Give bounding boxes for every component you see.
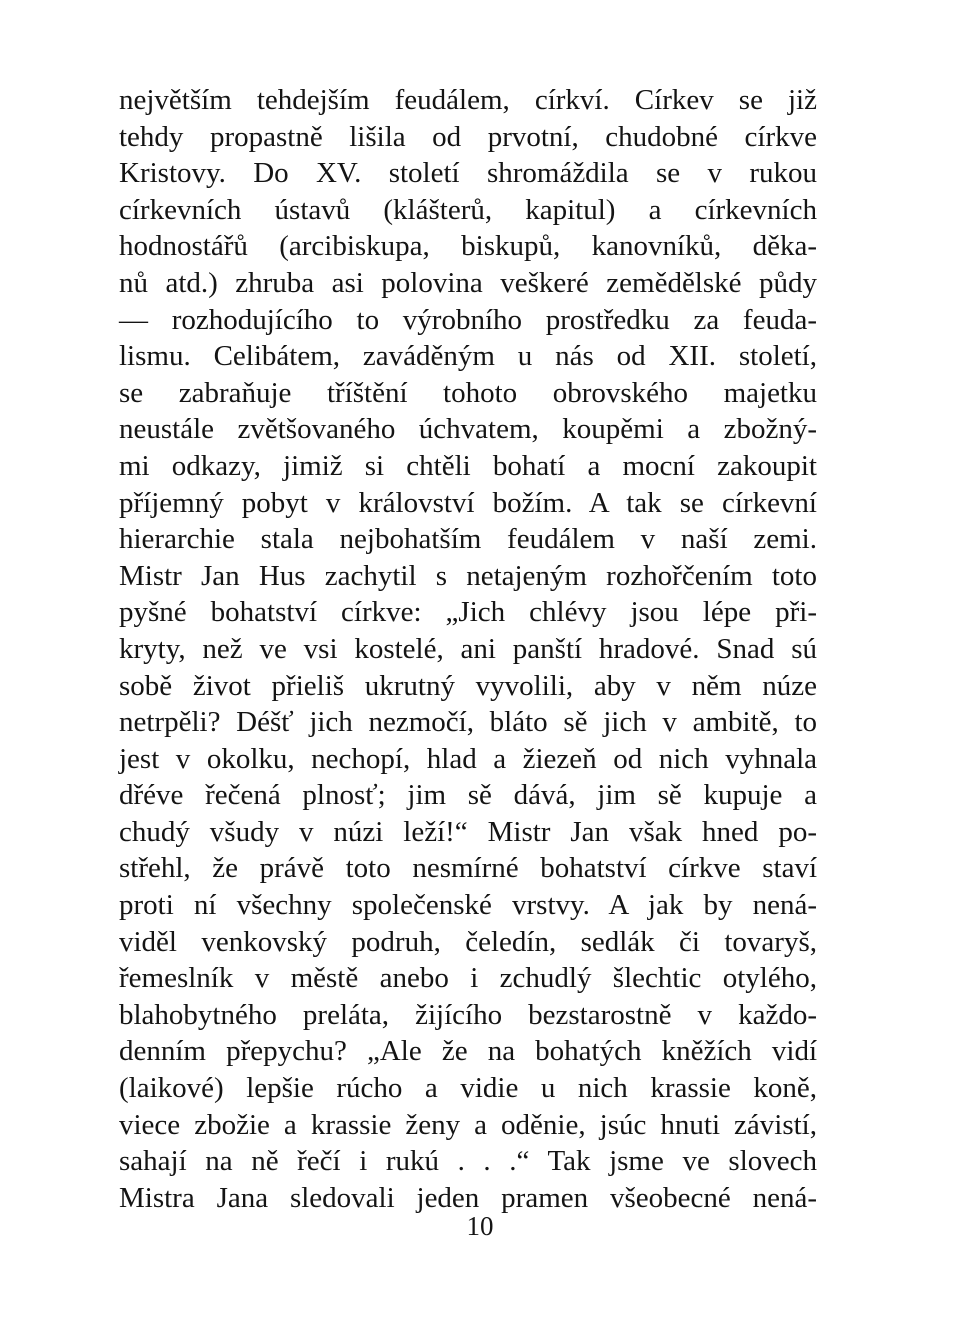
- text-line: viece zbožie a krassie ženy a oděnie, jsúc hnuti závistí,: [119, 1108, 817, 1141]
- text-line: (laikové) lepšie rúcho a vidie u nich krassie koně,: [119, 1072, 817, 1105]
- text-line: tehdy propastně lišila od prvotní, chudobné církve: [119, 120, 817, 153]
- text-line: příjemný pobyt v království božím. A tak se církevní: [119, 486, 817, 519]
- text-line: hodnostářů (arcibiskupa, biskupů, kanovníků, děka-: [119, 230, 817, 263]
- text-line: lismu. Celibátem, zaváděným u nás od XII. století,: [119, 340, 817, 373]
- text-line: pyšné bohatství církve: „Jich chlévy jsou lépe při-: [119, 596, 817, 629]
- text-line: Mistra Jana sledovali jeden pramen všeobecné nená-: [119, 1181, 817, 1214]
- text-line: sobě život přieliš ukrutný vyvolili, aby v něm núze: [119, 669, 817, 702]
- text-line: chudý všudy v núzi leží!“ Mistr Jan však hned po-: [119, 815, 817, 848]
- text-line: proti ní všechny společenské vrstvy. A jak by nená-: [119, 889, 817, 922]
- text-line: — rozhodujícího to výrobního prostředku za feuda-: [119, 303, 817, 336]
- page-number: 10: [466, 1211, 494, 1241]
- text-line: neustále zvětšovaného úchvatem, koupěmi a zbožný-: [119, 413, 817, 446]
- text-line: nů atd.) zhruba asi polovina veškeré zemědělské půdy: [119, 266, 817, 299]
- text-line: hierarchie stala nejbohatším feudálem v naší zemi.: [119, 523, 817, 556]
- text-line: blahobytného preláta, žijícího bezstarostně v každo-: [119, 998, 817, 1031]
- text-line: církevních ústavů (klášterů, kapitul) a církevních: [119, 193, 817, 226]
- text-line: sahají na ně řečí i rukú . . .“ Tak jsme ve slovech: [119, 1145, 817, 1178]
- text-line: se zabraňuje tříštění tohoto obrovského majetku: [119, 376, 817, 409]
- text-line: největším tehdejším feudálem, církví. Církev se již: [119, 84, 817, 116]
- body-text: [119, 82, 817, 1216]
- text-line: Mistr Jan Hus zachytil s netajeným rozhořčením toto: [119, 559, 817, 592]
- text-line: viděl venkovský podruh, čeledín, sedlák či tovaryš,: [119, 925, 817, 958]
- text-line: Kristovy. Do XV. století shromáždila se v rukou: [119, 157, 817, 190]
- text-line: kryty, než ve vsi kostelé, ani panští hradové. Snad sú: [119, 632, 817, 665]
- text-line: netrpěli? Déšť jich nezmočí, bláto sě jich v ambitě, to: [119, 706, 817, 739]
- text-line: dřéve řečená plnosť; jim sě dává, jim sě kupuje a: [119, 779, 817, 812]
- text-line: střehl, že právě toto nesmírné bohatství církve staví: [119, 852, 817, 885]
- text-line: jest v okolku, nechopí, hlad a žiezeň od nich vyhnala: [119, 742, 817, 775]
- text-line: denním přepychu? „Ale že na bohatých kněžích vidí: [119, 1035, 817, 1068]
- text-line: řemeslník v městě anebo i zchudlý šlechtic otylého,: [119, 962, 817, 995]
- text-line: mi odkazy, jimiž si chtěli bohatí a mocní zakoupit: [119, 449, 817, 482]
